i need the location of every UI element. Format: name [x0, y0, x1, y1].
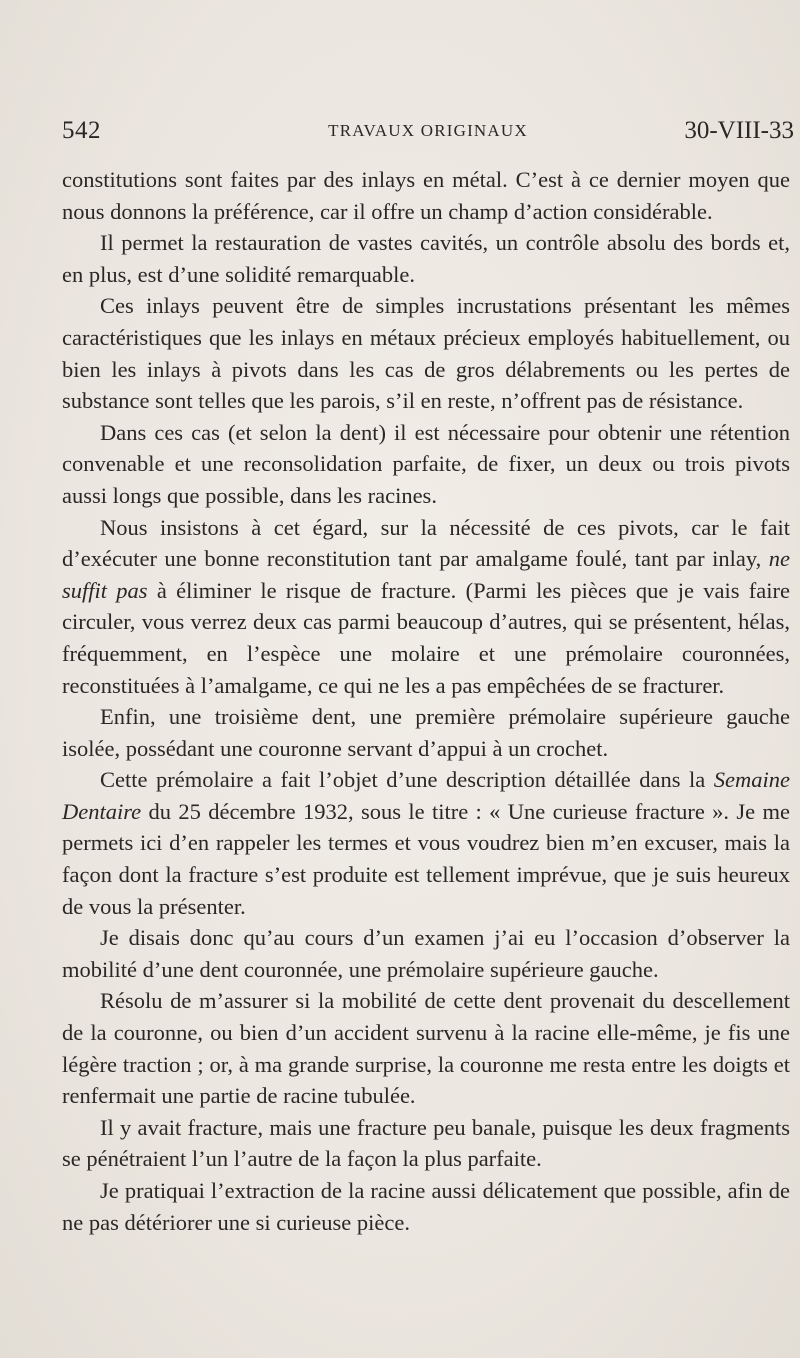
paragraph-11: Je pratiquai l’extraction de la racine aussi délicatement que possible, afin de ne pas détériorer une si curieuse pièce.	[62, 1178, 790, 1235]
header-title: TRAVAUX ORIGINAUX	[328, 121, 528, 140]
issue-date: 30-VIII-33	[684, 117, 794, 144]
paragraph-3: Ces inlays peuvent être de simples incrustations présentant les mêmes caractéristiques que les inlays en métaux précieux employés habituellement, ou bien les inlays à pivots dans les cas de gros délabrements ou les pertes de substance sont telles que les parois, s’il en reste, n’offrent pas de résistance.	[62, 293, 790, 414]
paragraph-5-text-a: Nous insistons à cet égard, sur la nécessité de ces pivots, car le fait d’exécuter une bonne reconstitution tant par amalgame foulé, tant par inlay,	[62, 514, 790, 572]
paragraph-8: Je disais donc qu’au cours d’un examen j’ai eu l’occasion d’observer la mobilité d’une dent couronnée, une prémolaire supérieure gauche.	[62, 925, 790, 982]
page-number: 542	[62, 117, 101, 144]
paragraph-6: Enfin, une troisième dent, une première prémolaire supérieure gauche isolée, possédant une couronne servant d’appui à un crochet.	[62, 704, 790, 761]
paragraph-2: Il permet la restauration de vastes cavités, un contrôle absolu des bords et, en plus, est d’une solidité remarquable.	[62, 230, 790, 287]
paragraph-9: Résolu de m’assurer si la mobilité de cette dent provenait du descellement de la couronne, ou bien d’un accident survenu à la racine elle-même, je fis une légère traction ; or, à ma grande surprise, la couronne me resta entre les doigts et renfermait une partie de racine tubulée.	[62, 988, 790, 1109]
paragraph-7-text-a: Cette prémolaire a fait l’objet d’une description détaillée dans la	[100, 767, 714, 793]
paragraph-5-text-b: à éliminer le risque de fracture. (Parmi les pièces que je vais faire circuler, vous verrez deux cas parmi beaucoup d’autres, qui se présentent, hélas, fréquemment, en l’espèce une molaire et une prémolaire couronnées, reconstituées à l’amalgame, ce qui ne les a pas empêchées de se fracturer.	[62, 577, 790, 698]
running-header	[62, 117, 794, 147]
article-body	[62, 164, 790, 1238]
journal-title: Semaine Dentaire	[62, 767, 790, 824]
paragraph-5	[62, 512, 790, 702]
paragraph-10: Il y avait fracture, mais une fracture peu banale, puisque les deux fragments se pénétraient l’un l’autre de la façon la plus parfaite.	[62, 1114, 790, 1172]
paragraph-7	[62, 764, 790, 922]
paragraph-7-text-b: du 25 décembre 1932, sous le titre : « Une curieuse fracture ». Je me permets ici d’en rappeler les termes et vous voudrez bien m’en excuser, mais la façon dont la fracture s’est produite est tellement imprévue, que je suis heureux de vous la présenter.	[62, 798, 790, 919]
paragraph-1: constitutions sont faites par des inlays en métal. C’est à ce dernier moyen que nous donnons la préférence, car il offre un champ d’action considérable.	[62, 167, 790, 224]
paragraph-5-emphasis: ne suffit pas	[62, 546, 790, 603]
paragraph-4: Dans ces cas (et selon la dent) il est nécessaire pour obtenir une rétention convenable et une reconsolidation parfaite, de fixer, un deux ou trois pivots aussi longs que possible, dans les racines.	[62, 419, 790, 508]
